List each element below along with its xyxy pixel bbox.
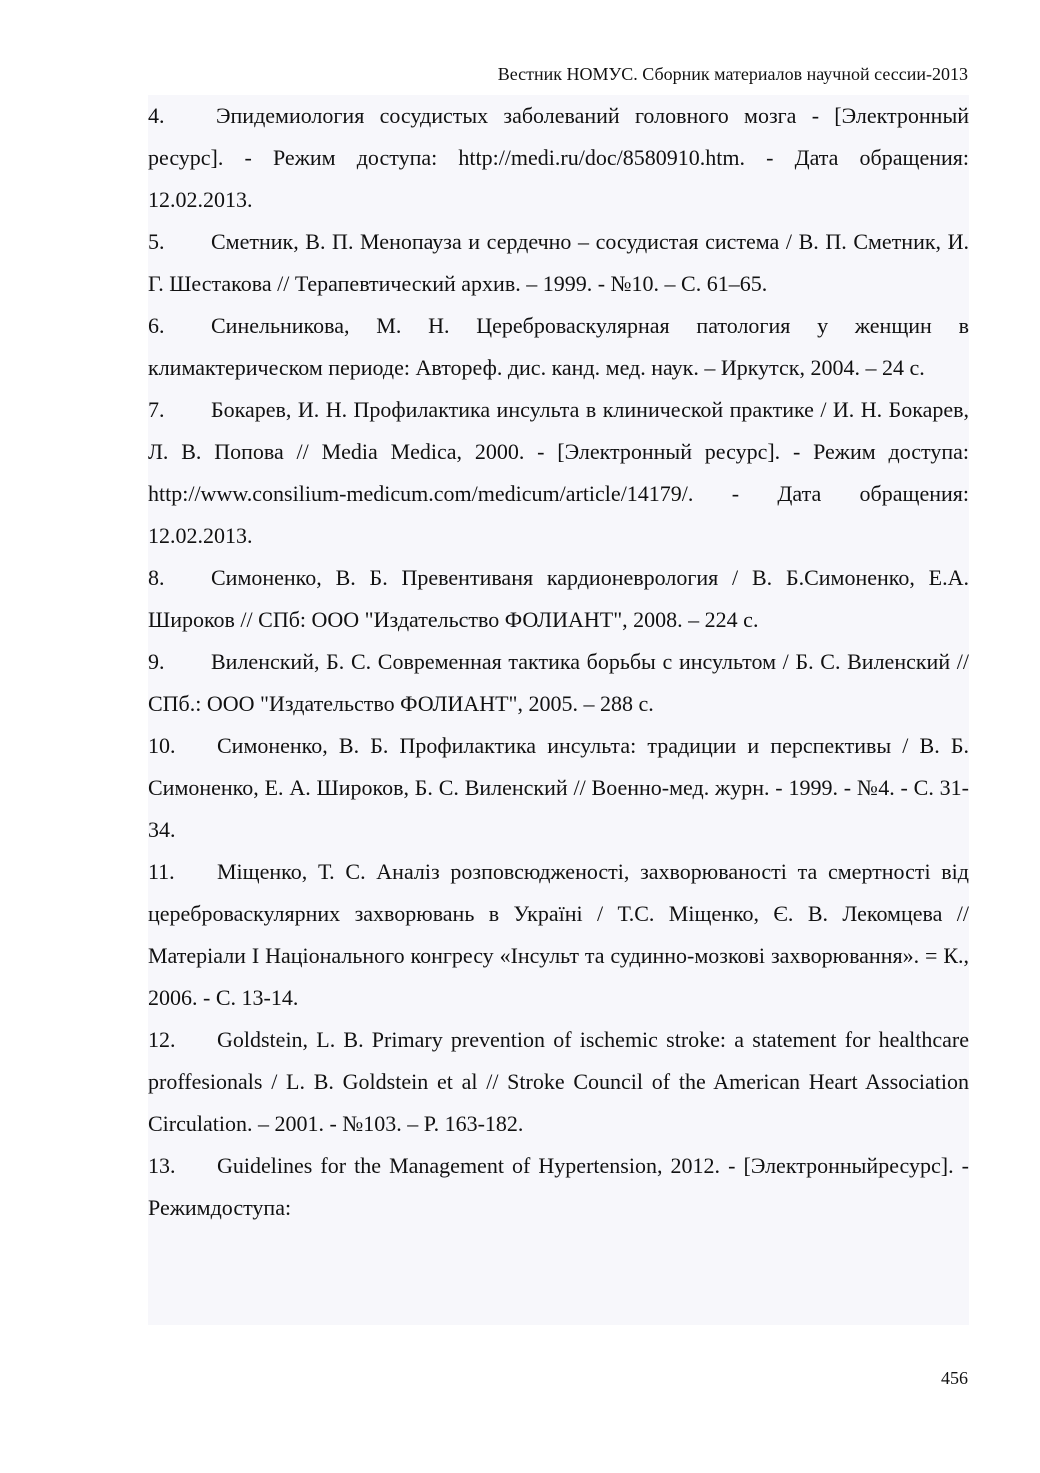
reference-number: 10.	[148, 733, 176, 758]
reference-item	[148, 389, 969, 557]
reference-number: 8.	[148, 565, 165, 590]
reference-item	[148, 221, 969, 305]
reference-item	[148, 95, 969, 221]
reference-list	[148, 95, 969, 1325]
running-header: Вестник НОМУС. Сборник материалов научной сессии-2013	[497, 64, 968, 84]
reference-text: Міщенко, Т. С. Аналіз розповсюдженості, захворюваності та смертності від цереброваскулярних захворювань в Україні / Т.С. Міщенко, Є. В. Лекомцева // Матеріали I Національного конгресу «Інсульт та судинно-мозкові захворювання». = К., 2006. - С. 13-14.	[148, 859, 969, 1010]
reference-number: 5.	[148, 229, 165, 254]
reference-number: 12.	[148, 1027, 176, 1052]
reference-number: 9.	[148, 649, 165, 674]
reference-item	[148, 557, 969, 641]
reference-number: 6.	[148, 313, 165, 338]
reference-item	[148, 305, 969, 389]
reference-item	[148, 851, 969, 1019]
reference-text: Бокарев, И. Н. Профилактика инсульта в клинической практике / И. Н. Бокарев, Л. В. Попова // Media Medica, 2000. - [Электронный ресурс]. - Режим доступа: http://www.consilium-medicum.com/medicum/article/14179/. - Дата обращения: 12.02.2013.	[148, 397, 969, 548]
reference-text: Сметник, В. П. Менопауза и сердечно – сосудистая система / В. П. Сметник, И. Г. Шестакова // Терапевтический архив. – 1999. - №10. – С. 61–65.	[148, 229, 969, 296]
reference-text: Симоненко, В. Б. Превентиваня кардионеврология / В. Б.Симоненко, Е.А. Широков // СПб: ООО "Издательство ФОЛИАНТ", 2008. – 224 с.	[148, 565, 969, 632]
reference-number: 7.	[148, 397, 165, 422]
reference-text: Guidelines for the Management of Hypertension, 2012. - [Электронныйресурс]. - Режимдоступа:	[148, 1153, 969, 1220]
reference-item	[148, 725, 969, 851]
reference-text: Виленский, Б. С. Современная тактика борьбы с инсультом / Б. С. Виленский // СПб.: ООО "Издательство ФОЛИАНТ", 2005. – 288 с.	[148, 649, 969, 716]
page-number: 456	[941, 1368, 968, 1388]
reference-text: Goldstein, L. B. Primary prevention of ischemic stroke: a statement for healthcare proffesionals / L. B. Goldstein et al // Stroke Council of the American Heart Association Circulation. – 2001. - №103. – P. 163-182.	[148, 1027, 969, 1136]
reference-text: Синельникова, М. Н. Цереброваскулярная патология у женщин в климактерическом периоде: Автореф. дис. канд. мед. наук. – Иркутск, 2004. – 24 с.	[148, 313, 969, 380]
reference-number: 13.	[148, 1153, 176, 1178]
reference-item	[148, 1145, 969, 1229]
reference-text: Эпидемиология сосудистых заболеваний головного мозга - [Электронный ресурс]. - Режим доступа: http://medi.ru/doc/8580910.htm. - Дата обращения: 12.02.2013.	[148, 103, 969, 212]
reference-item	[148, 1019, 969, 1145]
reference-item	[148, 641, 969, 725]
reference-number: 4.	[148, 103, 165, 128]
reference-number: 11.	[148, 859, 175, 884]
reference-text: Симоненко, В. Б. Профилактика инсульта: традиции и перспективы / В. Б. Симоненко, Е. А. Широков, Б. С. Виленский // Военно-мед. журн. - 1999. - №4. - С. 31-34.	[148, 733, 969, 842]
